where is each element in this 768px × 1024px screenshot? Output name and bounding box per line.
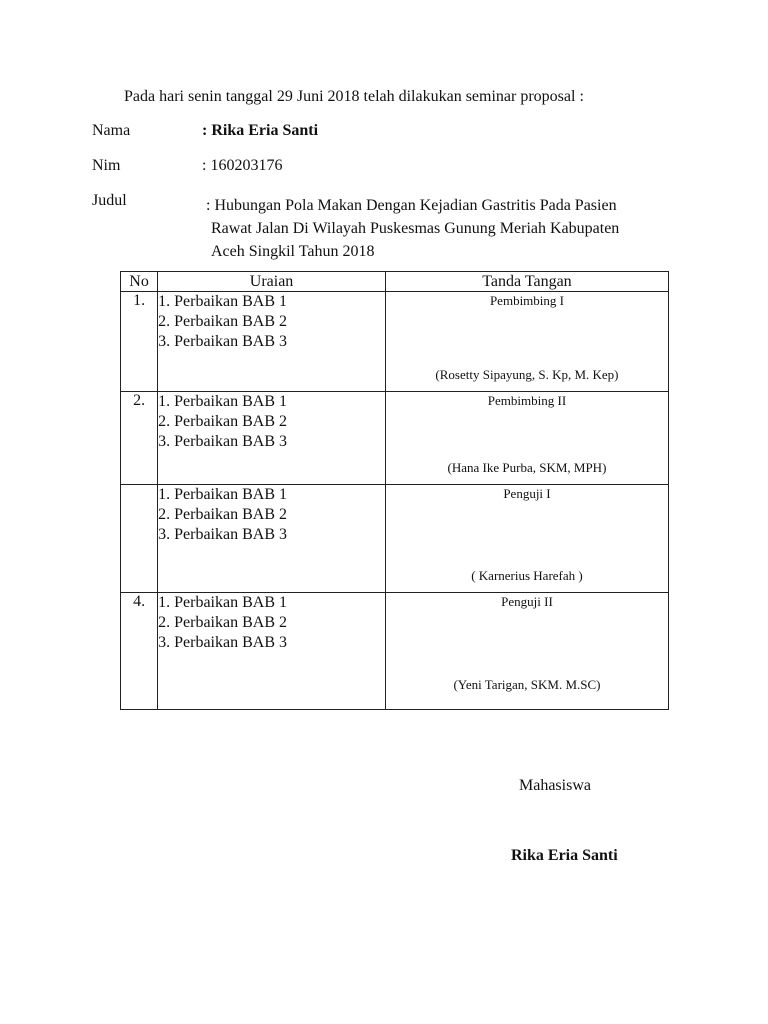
judul-value bbox=[206, 194, 686, 263]
nim-label: Nim bbox=[92, 157, 121, 174]
uraian-item: 3. Perbaikan BAB 3 bbox=[158, 634, 287, 651]
uraian-item: 2. Perbaikan BAB 2 bbox=[158, 614, 287, 631]
table-row bbox=[121, 593, 669, 710]
nama-label: Nama bbox=[92, 122, 131, 139]
table-header-row bbox=[121, 272, 669, 292]
signer-role: Pembimbing I bbox=[489, 293, 564, 308]
uraian-item: 1. Perbaikan BAB 1 bbox=[158, 486, 287, 503]
signer-name: (Rosetty Sipayung, S. Kp, M. Kep) bbox=[435, 367, 619, 382]
row-number bbox=[121, 485, 158, 593]
uraian-item: 3. Perbaikan BAB 3 bbox=[158, 433, 287, 450]
student-role: Mahasiswa bbox=[519, 777, 591, 794]
signer-name: (Yeni Tarigan, SKM. M.SC) bbox=[453, 677, 601, 692]
header-tanda-tangan: Tanda Tangan bbox=[385, 272, 668, 292]
intro-text: Pada hari senin tanggal 29 Juni 2018 telah dilakukan seminar proposal : bbox=[124, 88, 584, 105]
signature-cell bbox=[385, 593, 668, 710]
nim-value: : 160203176 bbox=[202, 157, 283, 174]
signer-role: Penguji II bbox=[501, 594, 553, 609]
revision-table bbox=[120, 271, 669, 710]
uraian-item: 3. Perbaikan BAB 3 bbox=[158, 333, 287, 350]
nama-value: : Rika Eria Santi bbox=[202, 122, 319, 139]
header-no: No bbox=[121, 272, 158, 292]
signature-cell bbox=[385, 292, 668, 392]
signer-name: (Hana Ike Purba, SKM, MPH) bbox=[447, 460, 607, 475]
signer-role: Penguji I bbox=[503, 486, 551, 501]
judul-line: Rawat Jalan Di Wilayah Puskesmas Gunung Meriah Kabupaten bbox=[211, 220, 620, 237]
student-name: Rika Eria Santi bbox=[511, 847, 618, 864]
uraian-cell bbox=[158, 485, 386, 593]
signature-cell bbox=[385, 392, 668, 485]
judul-line: : Hubungan Pola Makan Dengan Kejadian Gastritis Pada Pasien bbox=[206, 197, 617, 214]
table-row bbox=[121, 392, 669, 485]
uraian-item: 2. Perbaikan BAB 2 bbox=[158, 313, 287, 330]
uraian-item: 1. Perbaikan BAB 1 bbox=[158, 393, 287, 410]
signer-role: Pembimbing II bbox=[487, 393, 567, 408]
uraian-item: 1. Perbaikan BAB 1 bbox=[158, 594, 287, 611]
uraian-item: 1. Perbaikan BAB 1 bbox=[158, 293, 287, 310]
judul-line: Aceh Singkil Tahun 2018 bbox=[211, 243, 375, 260]
signer-name: ( Karnerius Harefah ) bbox=[471, 568, 583, 583]
uraian-item: 3. Perbaikan BAB 3 bbox=[158, 526, 287, 543]
uraian-cell bbox=[158, 392, 386, 485]
row-number: 2. bbox=[121, 392, 158, 485]
uraian-item: 2. Perbaikan BAB 2 bbox=[158, 506, 287, 523]
uraian-cell bbox=[158, 593, 386, 710]
header-uraian: Uraian bbox=[158, 272, 386, 292]
judul-label: Judul bbox=[92, 192, 127, 209]
uraian-item: 2. Perbaikan BAB 2 bbox=[158, 413, 287, 430]
uraian-cell bbox=[158, 292, 386, 392]
signature-cell bbox=[385, 485, 668, 593]
row-number: 4. bbox=[121, 593, 158, 710]
table-row bbox=[121, 292, 669, 392]
table-row bbox=[121, 485, 669, 593]
row-number: 1. bbox=[121, 292, 158, 392]
